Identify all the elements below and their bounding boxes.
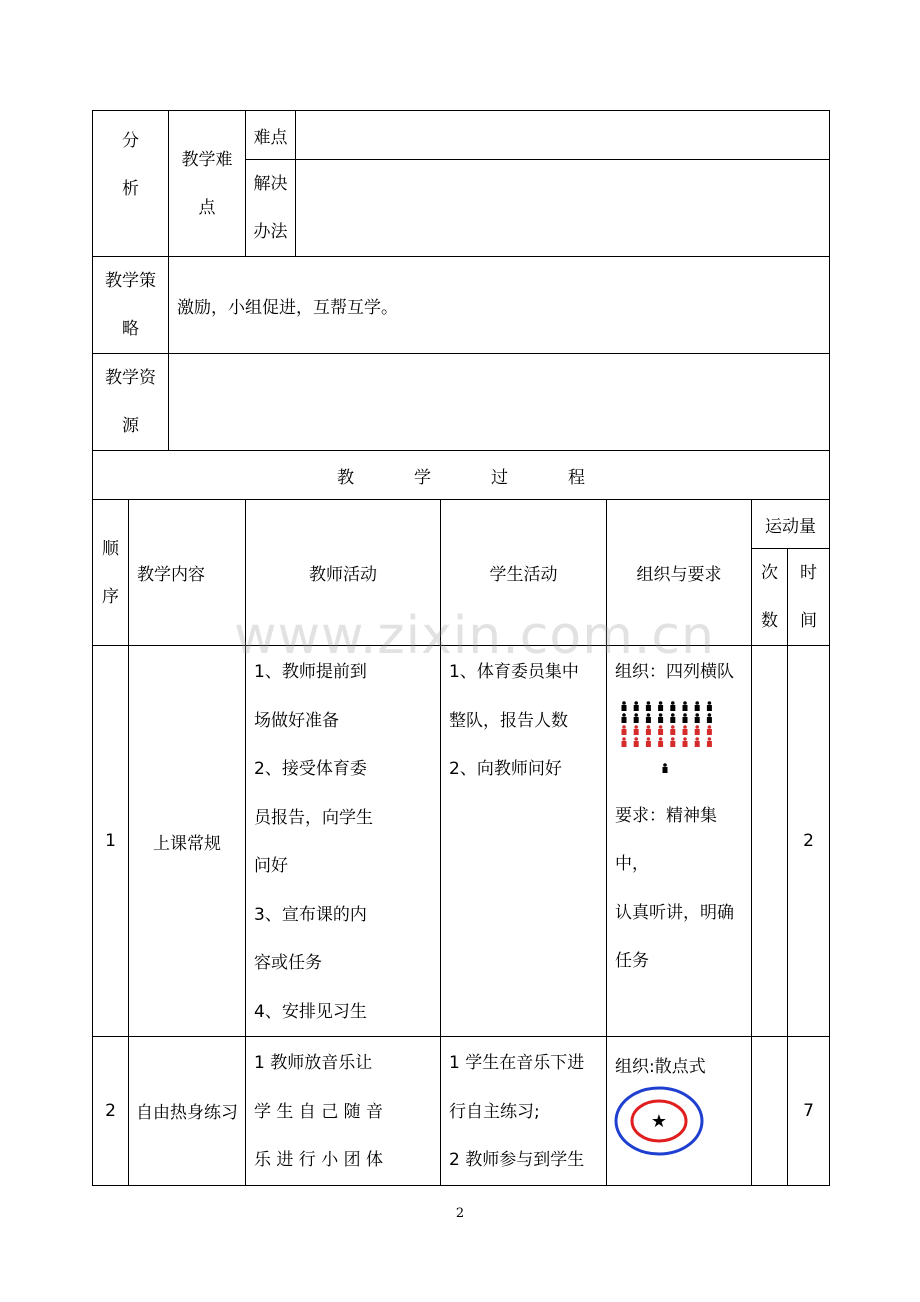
- student-figure-icon: [695, 713, 700, 723]
- student-figure-icon: [695, 737, 700, 747]
- student-figure-icon: [622, 701, 627, 711]
- table-row: [93, 1037, 830, 1186]
- row-duration: 2: [788, 646, 830, 1037]
- content-header: [129, 500, 246, 646]
- process-title-char: 程: [568, 467, 586, 488]
- four-column-formation-diagram: [607, 699, 751, 786]
- student-figure-icon: [707, 725, 712, 735]
- student-figure-icon: [695, 725, 700, 735]
- order-header: [93, 500, 129, 646]
- teacher-header-label: 教师活动: [309, 565, 377, 585]
- teacher-line: 1、教师提前到: [254, 662, 367, 682]
- teacher-line: 4、安排见习生: [254, 1001, 367, 1022]
- student-figure-icon: [658, 701, 663, 711]
- row-order: 1: [93, 646, 129, 1037]
- student-figure-icon: [658, 725, 663, 735]
- teacher-line: 3、宣布课的内: [254, 904, 367, 925]
- org-requirement-line: 要求：精神集中，: [615, 805, 717, 874]
- org-requirement-line: 任务: [615, 951, 649, 971]
- student-figure-icon: [670, 725, 675, 735]
- row-content: 上课常规: [129, 646, 246, 1037]
- solution-label-cell: [246, 160, 296, 257]
- student-figure-icon: [646, 725, 651, 735]
- row-student: [441, 1037, 607, 1186]
- table-row: [93, 646, 830, 1037]
- order-header-label: 顺序: [102, 538, 119, 607]
- page-number: 2: [455, 1206, 465, 1221]
- teacher-line: 2、接受体育委: [254, 759, 367, 779]
- teacher-line: 场做好准备: [254, 710, 339, 731]
- org-top: 组织:散点式: [615, 1057, 706, 1077]
- student-header: [441, 500, 607, 646]
- formation-svg: [617, 699, 727, 781]
- row-content: 自由热身练习: [129, 1037, 246, 1186]
- resources-value-cell: [169, 354, 830, 451]
- student-figure-icon: [683, 713, 688, 723]
- student-header-label: 学生活动: [489, 565, 558, 585]
- teacher-header: [246, 500, 441, 646]
- student-figure-icon: [670, 713, 675, 723]
- strategy-value-cell: [169, 257, 830, 354]
- duration-header: [788, 549, 830, 646]
- student-figure-icon: [670, 737, 675, 747]
- organization-header: [607, 500, 752, 646]
- content-header-label: 教学内容: [137, 565, 205, 585]
- student-figure-icon: [646, 701, 651, 711]
- student-figure-icon: [634, 725, 639, 735]
- row-times: [752, 1037, 788, 1186]
- difficult-point-label: 难点: [253, 127, 288, 148]
- student-line: 2 教师参与到学生: [449, 1150, 585, 1170]
- student-figure-icon: [707, 701, 712, 711]
- teacher-line: 学 生 自 己 随 音: [254, 1101, 384, 1122]
- row-organization: [607, 1037, 752, 1186]
- student-figure-icon: [683, 737, 688, 747]
- strategy-value: 激励，小组促进，互帮互学。: [177, 297, 398, 318]
- exercise-load-header: [752, 500, 830, 549]
- watermark: www.zixin.com.cn: [234, 606, 715, 666]
- student-line: 2、向教师问好: [449, 759, 562, 779]
- student-figure-icon: [634, 701, 639, 711]
- strategy-label-cell: [93, 257, 169, 354]
- duration-header-label: 时间: [800, 563, 818, 631]
- student-figure-icon: [622, 713, 627, 723]
- process-title: [93, 451, 830, 500]
- teacher-line: 容或任务: [254, 953, 322, 973]
- student-line: 整队，报告人数: [449, 710, 568, 731]
- row-duration: 7: [788, 1037, 830, 1186]
- student-figure-icon: [646, 713, 651, 723]
- teacher-line: 乐 进 行 小 团 体: [254, 1150, 384, 1170]
- student-figure-icon: [695, 701, 700, 711]
- teacher-line: 问好: [254, 856, 288, 876]
- difficulty-label-cell: [169, 111, 246, 257]
- student-figure-icon: [622, 725, 627, 735]
- process-title-char: 学: [414, 467, 432, 488]
- student-figure-icon: [634, 737, 639, 747]
- row-student: [441, 646, 607, 1037]
- times-header: [752, 549, 788, 646]
- org-requirement-line: 认真听讲，明确: [615, 902, 734, 923]
- row-teacher: [246, 646, 441, 1037]
- strategy-label: 教学策略: [105, 271, 156, 339]
- student-figure-icon: [634, 713, 639, 723]
- difficult-point-value-cell: [296, 111, 830, 160]
- star-icon: ★: [650, 1111, 668, 1132]
- difficult-point-label-cell: [246, 111, 296, 160]
- student-line: 行自主练习;: [449, 1101, 540, 1122]
- student-figure-icon: [683, 725, 688, 735]
- solution-value-cell: [296, 160, 830, 257]
- student-figure-icon: [646, 737, 651, 747]
- row-organization: [607, 646, 752, 1037]
- student-figure-icon: [622, 737, 627, 747]
- lesson-plan-table: [92, 110, 830, 1186]
- process-title-char: 教: [337, 467, 355, 488]
- solution-label: 解决办法: [253, 174, 288, 242]
- student-line: 1 学生在音乐下进: [449, 1053, 585, 1073]
- student-figure-icon: [683, 701, 688, 711]
- row-order: 2: [93, 1037, 129, 1186]
- times-header-label: 次数: [761, 563, 778, 631]
- student-figure-icon: [658, 713, 663, 723]
- analysis-label: 分析: [122, 131, 139, 199]
- student-figure-icon: [658, 737, 663, 747]
- student-line: 1、体育委员集中: [449, 662, 579, 682]
- teacher-figure-icon: [663, 763, 668, 773]
- org-top: 组织：四列横队: [615, 662, 734, 682]
- organization-header-label: 组织与要求: [636, 565, 722, 585]
- student-figure-icon: [707, 737, 712, 747]
- row-teacher: [246, 1037, 441, 1186]
- process-title-char: 过: [491, 467, 509, 488]
- resources-label: 教学资源: [105, 368, 156, 436]
- resources-label-cell: [93, 354, 169, 451]
- difficulty-label: 教学难点: [181, 149, 233, 218]
- student-figure-icon: [707, 713, 712, 723]
- student-figure-icon: [670, 701, 675, 711]
- exercise-load-label: 运动量: [765, 516, 817, 537]
- teacher-line: 员报告，向学生: [254, 807, 373, 828]
- row-times: [752, 646, 788, 1037]
- teacher-line: 1 教师放音乐让: [254, 1053, 373, 1073]
- analysis-label-cell: [93, 111, 169, 257]
- scatter-formation-diagram: [613, 1085, 713, 1165]
